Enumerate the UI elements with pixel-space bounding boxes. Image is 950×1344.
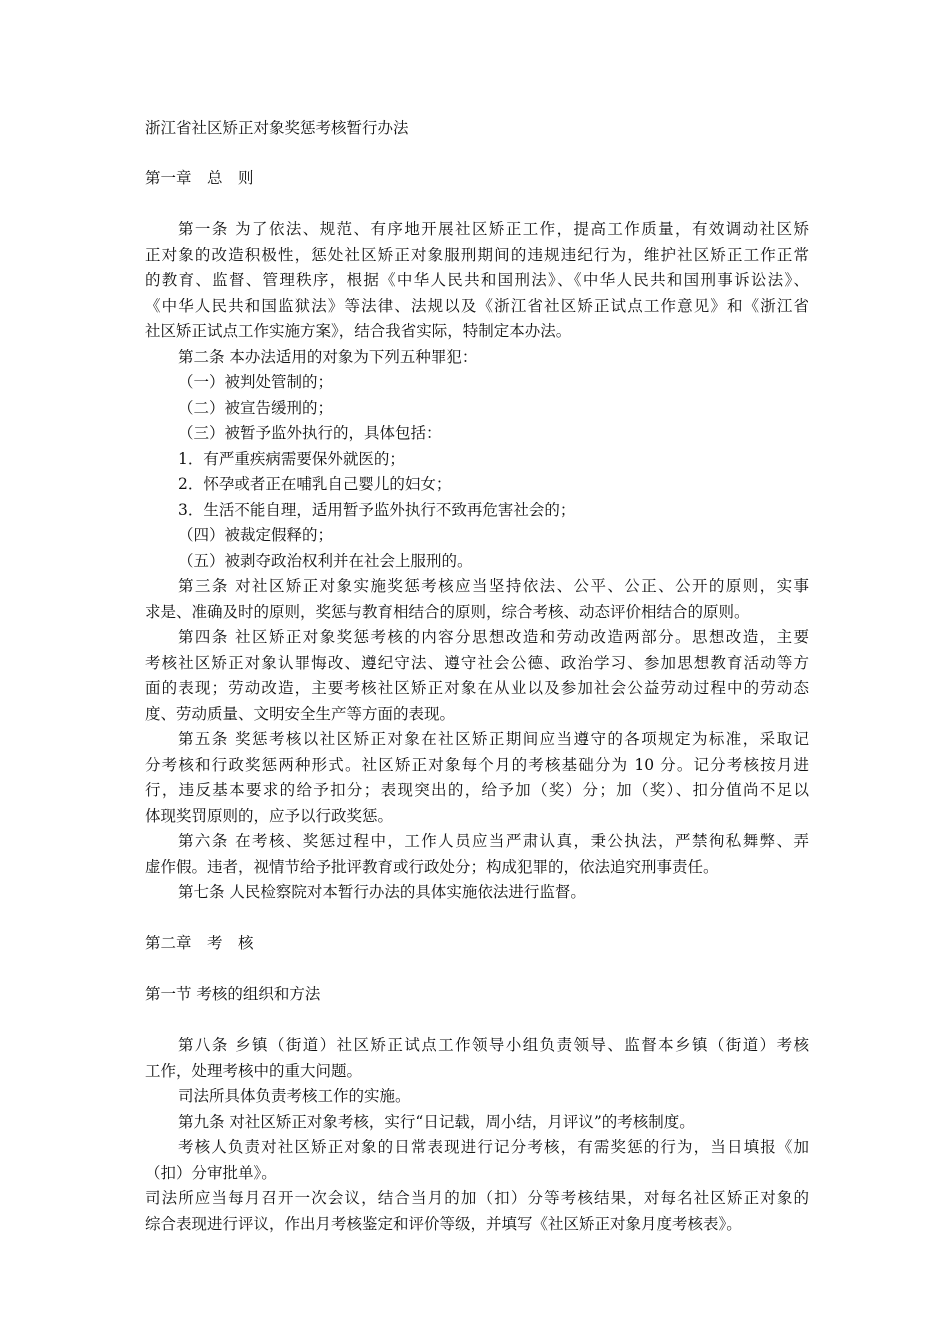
article-4-line: 考核社区矫正对象认罪悔改、遵纪守法、遵守社会公德、政治学习、参加思想教育活动等方 bbox=[145, 654, 809, 672]
article-6-line: 虚作假。违者，视情节给予批评教育或行政处分；构成犯罪的，依法追究刑事责任。 bbox=[145, 858, 719, 876]
article-9-line: 司法所应当每月召开一次会议，结合当月的加（扣）分等考核结果，对每名社区矫正对象的 bbox=[145, 1189, 809, 1207]
article-2-subitem: 3．生活不能自理，适用暂予监外执行不致再危害社会的； bbox=[178, 501, 576, 519]
article-9-line: 综合表现进行评议，作出月考核鉴定和评价等级，并填写《社区矫正对象月度考核表》。 bbox=[145, 1215, 742, 1233]
article-1-line: 社区矫正试点工作实施方案》，结合我省实际，特制定本办法。 bbox=[145, 322, 572, 340]
article-5-line: 行，违反基本要求的给予扣分；表现突出的，给予加（奖）分；加（奖）、扣分值尚不足以 bbox=[145, 781, 809, 799]
article-2-item: （二）被宣告缓刑的； bbox=[178, 399, 334, 417]
document-title: 浙江省社区矫正对象奖惩考核暂行办法 bbox=[145, 119, 409, 137]
article-2-item: （四）被裁定假释的； bbox=[178, 526, 334, 544]
article-3-line: 求是、准确及时的原则，奖惩与教育相结合的原则，综合考核、动态评价相结合的原则。 bbox=[145, 603, 750, 621]
article-9-line: （扣）分审批单》。 bbox=[145, 1164, 277, 1182]
article-2-item: （五）被剥夺政治权利并在社会上服刑的。 bbox=[178, 552, 473, 570]
article-4-line: 度、劳动质量、文明安全生产等方面的表现。 bbox=[145, 705, 456, 723]
article-3-line: 第三条 对社区矫正对象实施奖惩考核应当坚持依法、公平、公正、公开的原则，实事 bbox=[178, 577, 809, 595]
article-1-line: 的教育、监督、管理秩序，根据《中华人民共和国刑法》、《中华人民共和国刑事诉讼法》、 bbox=[145, 271, 809, 289]
article-5-line: 分考核和行政奖惩两种形式。社区矫正对象每个月的考核基础分为 10 分。记分考核按月进 bbox=[145, 756, 809, 774]
article-6-line: 第六条 在考核、奖惩过程中，工作人员应当严肃认真，秉公执法，严禁徇私舞弊、弄 bbox=[178, 832, 809, 850]
article-1-line: 《中华人民共和国监狱法》等法律、法规以及《浙江省社区矫正试点工作意见》和《浙江省 bbox=[145, 297, 809, 315]
article-2-line: 第二条 本办法适用的对象为下列五种罪犯： bbox=[178, 348, 478, 366]
article-5-line: 第五条 奖惩考核以社区矫正对象在社区矫正期间应当遵守的各项规定为标准，采取记 bbox=[178, 730, 809, 748]
article-5-line: 体现奖罚原则的，应予以行政奖惩。 bbox=[145, 807, 394, 825]
article-9-line: 第九条 对社区矫正对象考核，实行“日记载，周小结，月评议”的考核制度。 bbox=[178, 1113, 695, 1131]
section-heading: 第一节 考核的组织和方法 bbox=[145, 985, 321, 1003]
article-8-line: 第八条 乡镇（街道）社区矫正试点工作领导小组负责领导、监督本乡镇（街道）考核 bbox=[178, 1036, 809, 1054]
article-2-item: （一）被判处管制的； bbox=[178, 373, 334, 391]
article-1-line: 第一条 为了依法、规范、有序地开展社区矫正工作，提高工作质量，有效调动社区矫 bbox=[178, 220, 809, 238]
article-9-line: 考核人负责对社区矫正对象的日常表现进行记分考核，有需奖惩的行为，当日填报《加 bbox=[178, 1138, 809, 1156]
article-2-subitem: 1．有严重疾病需要保外就医的； bbox=[178, 450, 405, 468]
chapter-heading: 第一章 总 则 bbox=[145, 169, 254, 187]
article-4-line: 第四条 社区矫正对象奖惩考核的内容分思想改造和劳动改造两部分。思想改造，主要 bbox=[178, 628, 809, 646]
article-8-line: 司法所具体负责考核工作的实施。 bbox=[178, 1087, 411, 1105]
chapter-heading: 第二章 考 核 bbox=[145, 934, 254, 952]
article-8-line: 工作，处理考核中的重大问题。 bbox=[145, 1062, 363, 1080]
article-1-line: 正对象的改造积极性，惩处社区矫正对象服刑期间的违规违纪行为，维护社区矫正工作正常 bbox=[145, 246, 809, 264]
article-4-line: 面的表现；劳动改造，主要考核社区矫正对象在从业以及参加社会公益劳动过程中的劳动态 bbox=[145, 679, 809, 697]
article-7-line: 第七条 人民检察院对本暂行办法的具体实施依法进行监督。 bbox=[178, 883, 586, 901]
article-2-item: （三）被暂予监外执行的，具体包括： bbox=[178, 424, 442, 442]
article-2-subitem: 2．怀孕或者正在哺乳自己婴儿的妇女； bbox=[178, 475, 452, 493]
